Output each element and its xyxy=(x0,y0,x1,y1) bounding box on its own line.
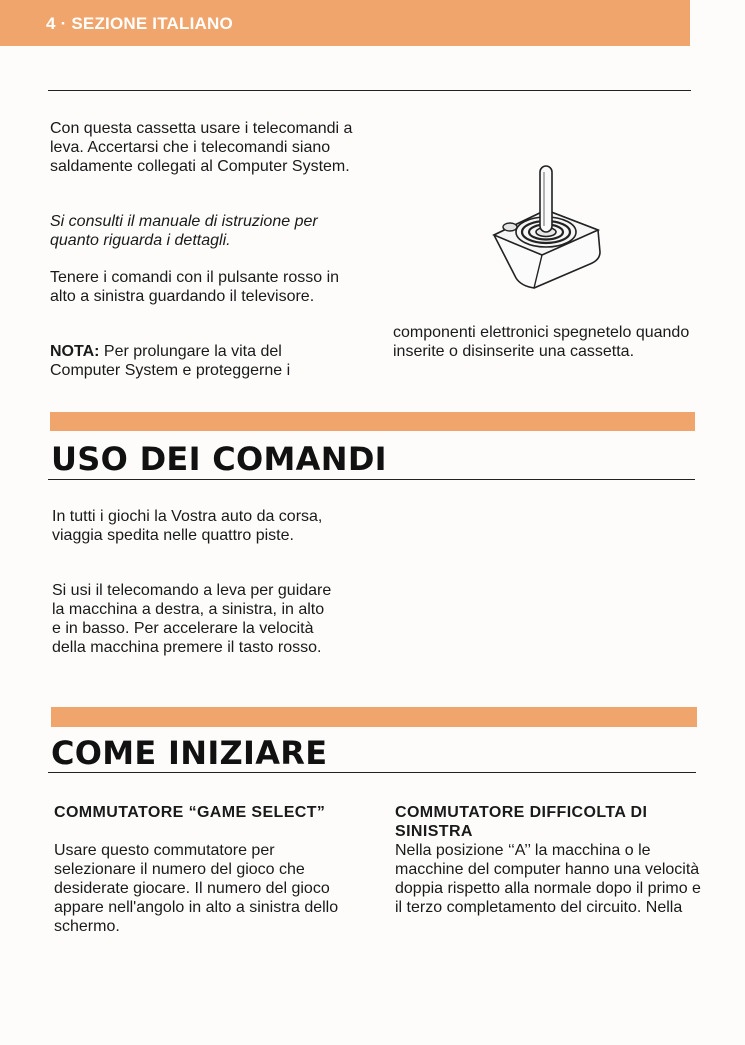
nota-continuation: componenti elettronici spegnetelo quando inserite o disinserite una cassetta. xyxy=(393,324,690,360)
intro-paragraph-3: Tenere i comandi con il pulsante rosso in alto a sinistra guardando il televisore. xyxy=(50,269,340,305)
section-band-come xyxy=(51,707,697,727)
section-band-uso xyxy=(50,412,695,431)
top-rule xyxy=(48,90,691,91)
page-label: 4 · SEZIONE ITALIANO xyxy=(46,14,233,33)
game-select-text: Usare questo commutatore per selezionare il numero del gioco che desiderate giocare. Il numero del gioco appare nell'angolo in alto a sinistra dello schermo. xyxy=(54,842,339,935)
section-title-come: COME INIZIARE xyxy=(51,734,328,772)
section-title-uso: USO DEI COMANDI xyxy=(51,440,387,478)
nota-text: Per prolungare la vita del Computer System e proteggerne i xyxy=(50,343,291,379)
game-select-heading: COMMUTATORE “GAME SELECT” xyxy=(54,804,326,821)
nota-label: NOTA: xyxy=(50,343,100,360)
intro-paragraph-2: Si consulti il manuale di istruzione per quanto riguarda i dettagli. xyxy=(50,213,318,249)
difficulty-heading: COMMUTATORE DIFFICOLTA DI SINISTRA xyxy=(395,804,648,840)
section-rule-come xyxy=(48,772,696,773)
section-rule-uso xyxy=(48,479,695,480)
joystick-icon xyxy=(486,160,606,295)
uso-paragraph-2: Si usi il telecomando a leva per guidare la macchina a destra, a sinistra, in alto e in basso. Per accelerare la velocità della macchina premere il tasto rosso. xyxy=(52,582,332,656)
uso-paragraph-1: In tutti i giochi la Vostra auto da corsa, viaggia spedita nelle quattro piste. xyxy=(52,508,323,544)
difficulty-text: Nella posizione ‘‘A’’ la macchina o le macchine del computer hanno una velocità doppia rispetto alla normale dopo il primo e il terzo completamento del circuito. Nella xyxy=(395,842,701,916)
nota-paragraph xyxy=(50,342,350,380)
intro-paragraph-1: Con questa cassetta usare i telecomandi a leva. Accertarsi che i telecomandi siano saldamente collegati al Computer System. xyxy=(50,120,353,175)
